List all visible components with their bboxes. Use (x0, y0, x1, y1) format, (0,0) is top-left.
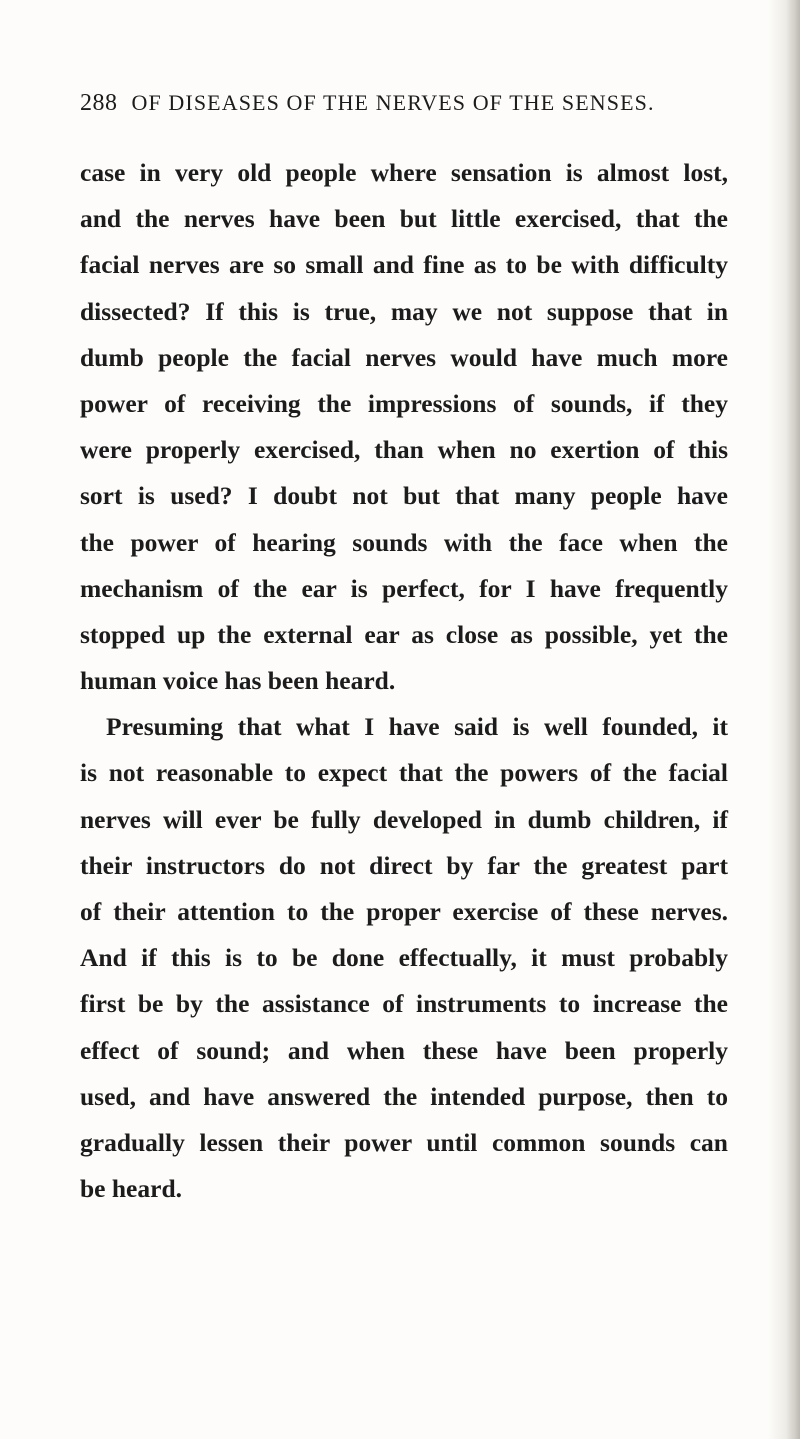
paragraph-first-line: Presuming that what I have said is well founded, it (106, 712, 728, 742)
running-head: OF DISEASES OF THE NERVES OF THE SENSES. (131, 90, 655, 115)
text-line: stopped up the external ear as close as possible, yet the (80, 619, 728, 649)
text-line: case in very old people where sensation is almost lost, (80, 158, 728, 187)
text-line: gradually lessen their power until common sounds can (80, 1127, 728, 1157)
text-line: dumb people the facial nerves would have much more (80, 342, 728, 372)
text-line: used, and have answered the intended purpose, then to (80, 1081, 728, 1111)
text-line: were properly exercised, than when no exertion of this (80, 435, 728, 465)
text-line: their instructors do not direct by far the greatest part (80, 850, 728, 880)
text-line: human voice has been heard. (80, 666, 396, 696)
text-line: mechanism of the ear is perfect, for I have frequently (80, 573, 728, 603)
text-line: effect of sound; and when these have been properly (80, 1035, 728, 1065)
text-line: of their attention to the proper exercise of these nerves. (80, 897, 728, 926)
text-line: And if this is to be done effectually, it must probably (80, 943, 728, 973)
text-line: and the nerves have been but little exercised, that the (80, 204, 728, 234)
page-header (80, 90, 730, 120)
text-line: dissected? If this is true, may we not suppose that in (80, 296, 728, 326)
text-line: facial nerves are so small and fine as to be with difficulty (80, 250, 728, 280)
text-line: sort is used? I doubt not but that many people have (80, 481, 728, 511)
page-edge-shadow (786, 0, 800, 1439)
text-line: power of receiving the impressions of sounds, if they (80, 388, 728, 418)
text-line: be heard. (80, 1174, 182, 1204)
page-number: 288 (80, 90, 118, 116)
text-line: is not reasonable to expect that the powers of the facial (80, 758, 728, 788)
text-line: the power of hearing sounds with the face when the (80, 527, 728, 557)
text-line: nerves will ever be fully developed in dumb children, if (80, 804, 728, 834)
text-line: first be by the assistance of instruments to increase the (80, 989, 728, 1019)
body-text (80, 150, 728, 1212)
